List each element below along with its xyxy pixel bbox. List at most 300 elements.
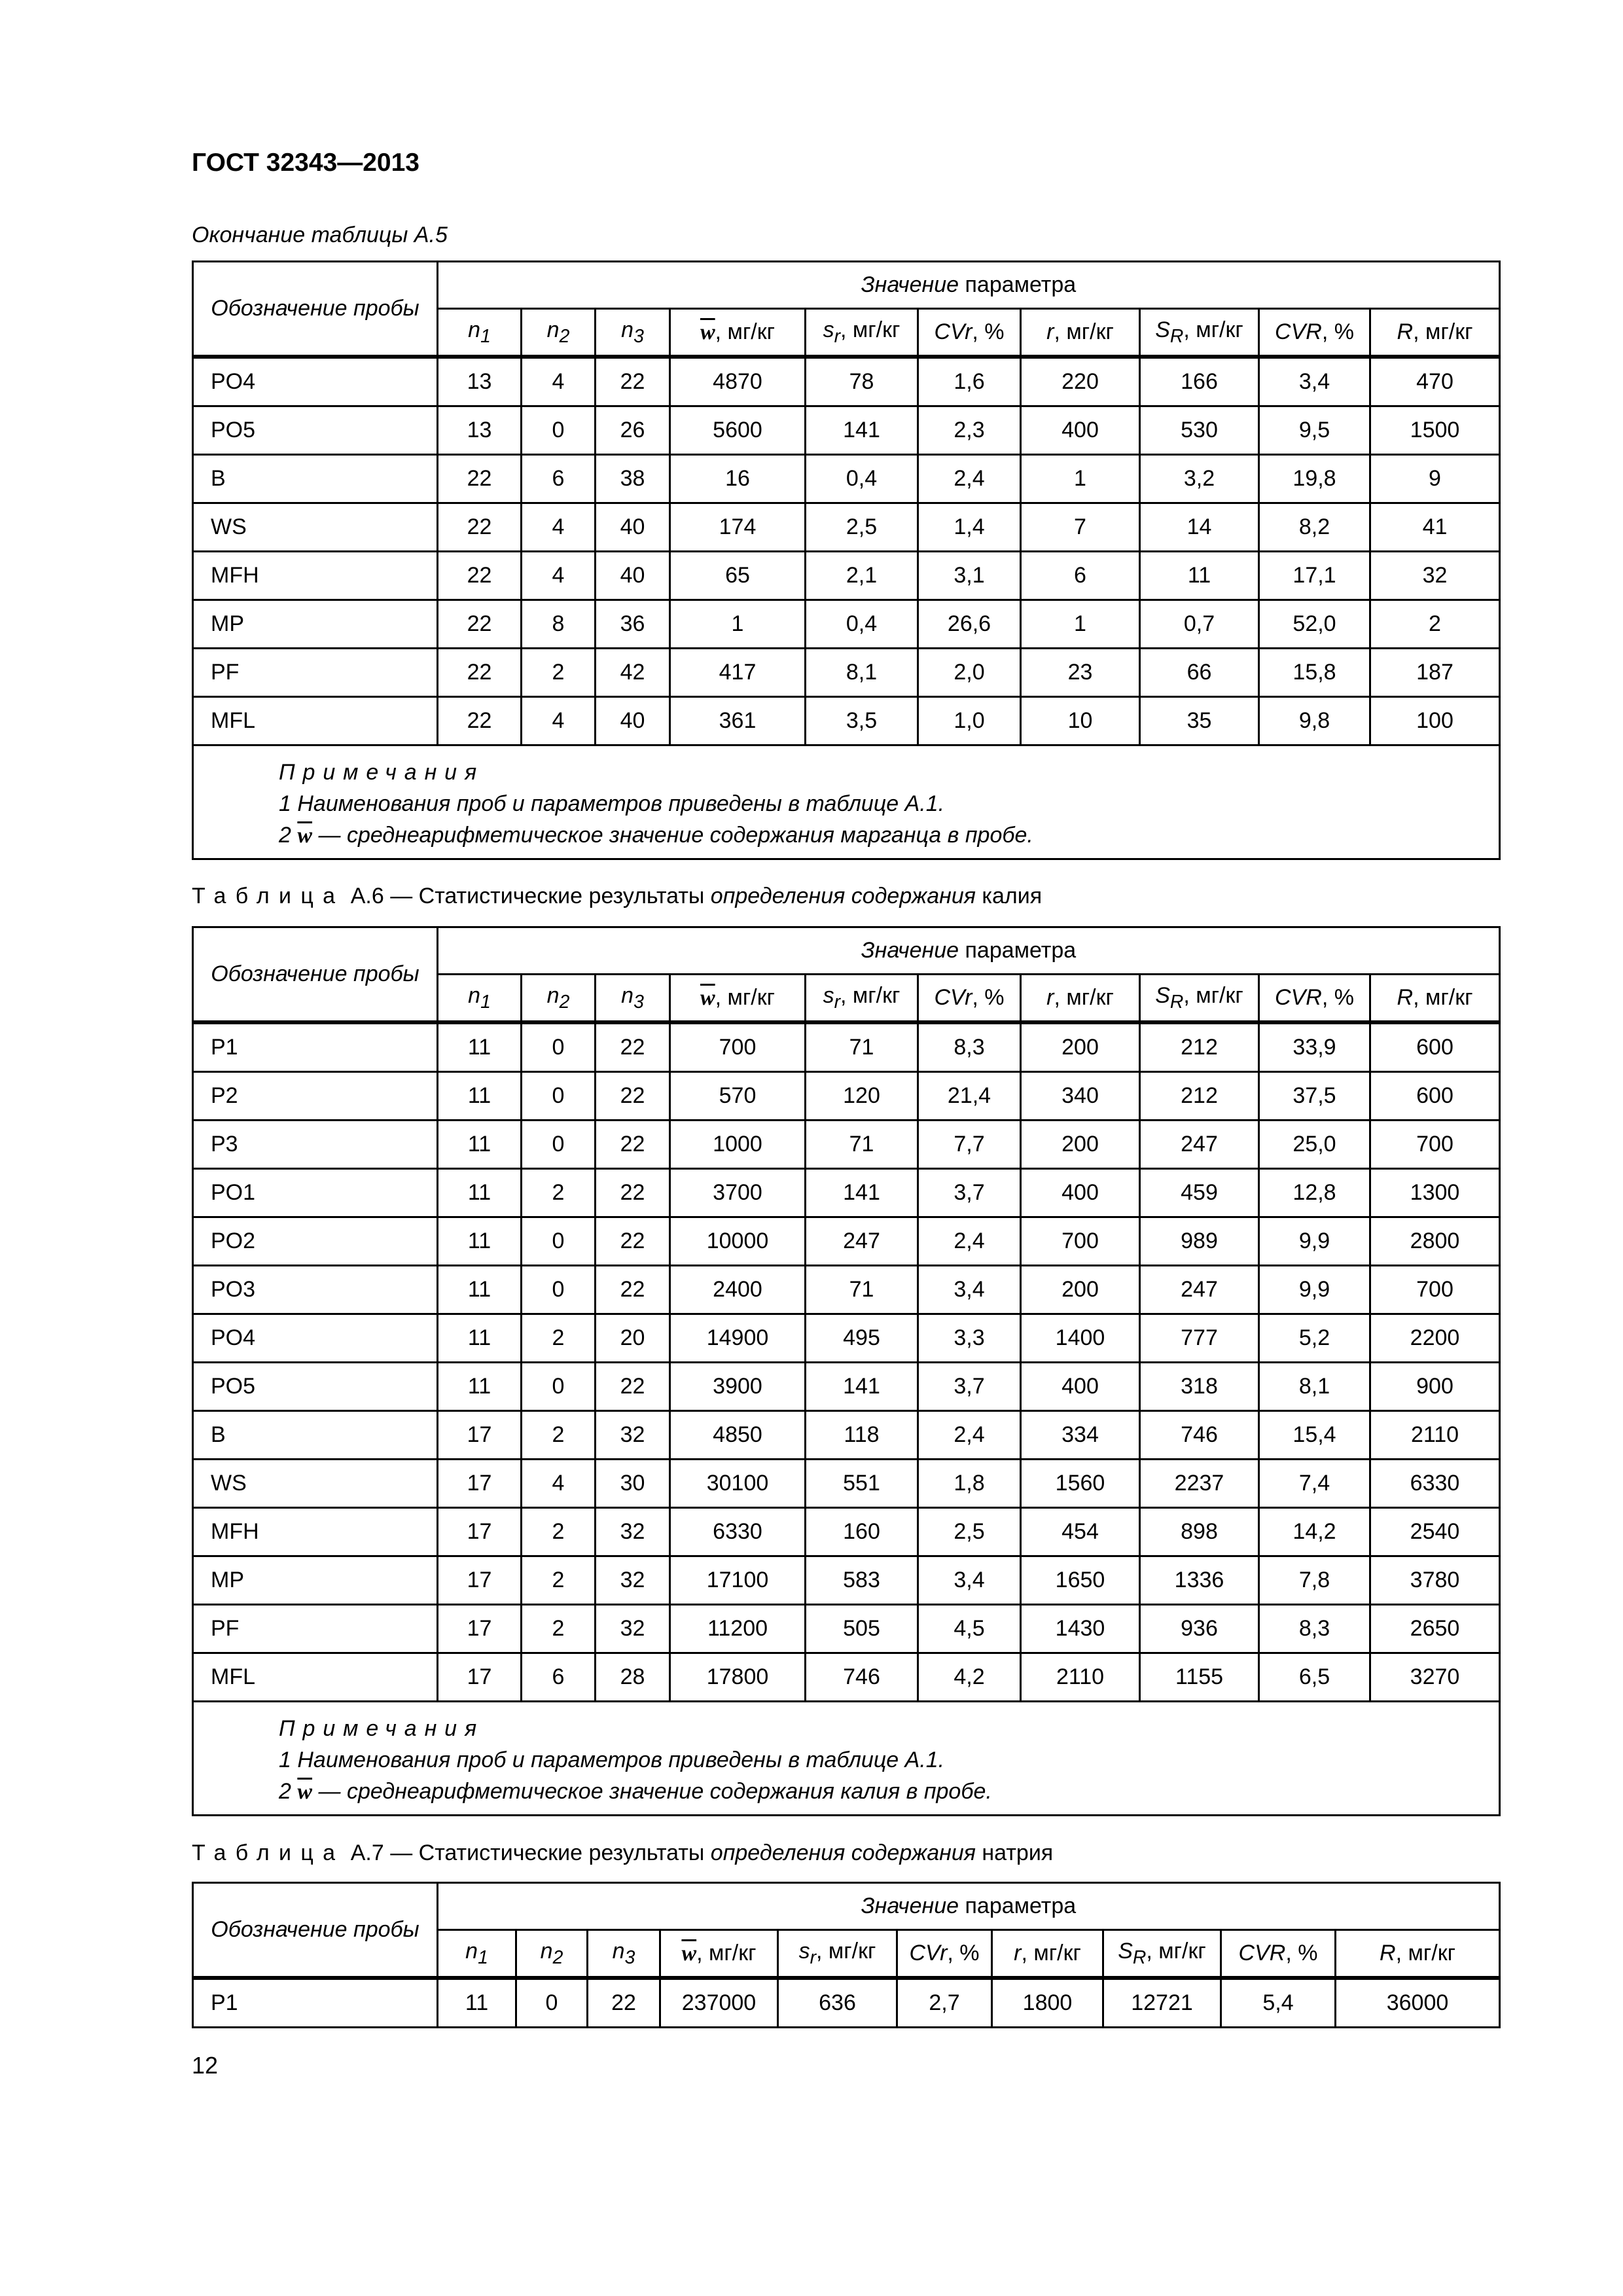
group-header-rest: параметра — [959, 1893, 1077, 1918]
note-2 — [279, 1776, 1499, 1808]
value-cell: 22 — [438, 697, 522, 745]
value-cell: 2237 — [1140, 1460, 1259, 1508]
value-cell: 3,5 — [806, 697, 918, 745]
table-row — [193, 1653, 1500, 1702]
value-cell: 3700 — [670, 1169, 806, 1217]
value-cell: 2650 — [1370, 1605, 1500, 1653]
tableA5-param-header — [1259, 309, 1370, 357]
value-cell: 247 — [1140, 1266, 1259, 1314]
param-header-part: $\overline{w}$ — [681, 1941, 697, 1965]
table-a6-caption — [192, 884, 1042, 909]
value-cell: 495 — [806, 1314, 918, 1363]
param-header-part: , мг/кг — [1146, 1938, 1206, 1964]
value-cell: 3900 — [670, 1363, 806, 1411]
value-cell: 0 — [516, 1978, 588, 2028]
param-header-part: 3 — [633, 991, 644, 1013]
value-cell: 15,4 — [1259, 1411, 1370, 1460]
value-cell: 212 — [1140, 1022, 1259, 1072]
value-cell: 2,3 — [918, 406, 1021, 455]
value-cell: 470 — [1370, 357, 1500, 406]
value-cell: 17100 — [670, 1556, 806, 1605]
value-cell: 1,0 — [918, 697, 1021, 745]
value-cell: 2 — [522, 1169, 596, 1217]
value-cell: 600 — [1370, 1072, 1500, 1121]
table-a7 — [192, 1882, 1501, 2028]
value-cell: 200 — [1021, 1022, 1140, 1072]
value-cell: 17,1 — [1259, 552, 1370, 600]
value-cell: 14,2 — [1259, 1508, 1370, 1556]
param-header-part: 3 — [633, 325, 644, 347]
value-cell: 28 — [596, 1653, 670, 1702]
param-header-part: CVR — [1275, 985, 1322, 1010]
value-cell: 36 — [596, 600, 670, 649]
value-cell: 0 — [522, 1266, 596, 1314]
param-header-part: S — [1155, 317, 1170, 342]
sample-name-cell: PO5 — [193, 406, 438, 455]
value-cell: 1500 — [1370, 406, 1500, 455]
sample-name-cell: PO3 — [193, 1266, 438, 1314]
note-1: 1 Наименования проб и параметров приведены в таблице А.1. — [279, 1748, 945, 1772]
value-cell: 340 — [1021, 1072, 1140, 1121]
sample-name-cell: MP — [193, 600, 438, 649]
notes-title: Примечания — [279, 760, 485, 785]
group-header-italic: Значение — [861, 1893, 959, 1918]
value-cell: 12721 — [1103, 1978, 1221, 2028]
value-cell: 2 — [1370, 600, 1500, 649]
table-row — [193, 1411, 1500, 1460]
tableA6-param-header — [438, 975, 522, 1023]
param-header-part: , мг/кг — [1413, 319, 1473, 344]
page-number: 12 — [192, 2052, 219, 2079]
value-cell: 2 — [522, 1556, 596, 1605]
sample-name-cell: PO5 — [193, 1363, 438, 1411]
value-cell: 2 — [522, 1411, 596, 1460]
note-2-symbol: $\overline{w}$ — [297, 823, 313, 848]
table-a7-title-b: определения содержания — [710, 1840, 976, 1865]
param-header-part: n — [540, 1938, 553, 1964]
tableA6-param-header — [1259, 975, 1370, 1023]
table-notes — [193, 1702, 1500, 1816]
sample-name-cell: PO4 — [193, 357, 438, 406]
value-cell: 22 — [438, 455, 522, 503]
sample-name-cell: B — [193, 1411, 438, 1460]
tableA5-param-header — [438, 309, 522, 357]
value-cell: 361 — [670, 697, 806, 745]
value-cell: 8,3 — [918, 1022, 1021, 1072]
table-row — [193, 1363, 1500, 1411]
tableA6-param-header — [1140, 975, 1259, 1023]
value-cell: 4 — [522, 697, 596, 745]
param-header-part: 1 — [478, 1946, 488, 1968]
param-header-part: 2 — [559, 325, 570, 347]
value-cell: 21,4 — [918, 1072, 1021, 1121]
value-cell: 1,4 — [918, 503, 1021, 552]
sample-name-cell: MFL — [193, 1653, 438, 1702]
param-header-part: , мг/кг — [696, 1941, 757, 1965]
value-cell: 1000 — [670, 1121, 806, 1169]
value-cell: 3,3 — [918, 1314, 1021, 1363]
value-cell: 700 — [1370, 1121, 1500, 1169]
param-header-part: r — [834, 325, 841, 347]
param-header-part: , % — [972, 319, 1005, 344]
note-1: 1 Наименования проб и параметров приведены в таблице А.1. — [279, 791, 945, 816]
value-cell: 2 — [522, 1314, 596, 1363]
sample-name-cell: P3 — [193, 1121, 438, 1169]
value-cell: 42 — [596, 649, 670, 697]
value-cell: 1800 — [992, 1978, 1103, 2028]
param-header-part: , мг/кг — [1413, 985, 1473, 1010]
param-header-part: s — [823, 982, 834, 1008]
value-cell: 5,2 — [1259, 1314, 1370, 1363]
value-cell: 0 — [522, 1217, 596, 1266]
value-cell: 22 — [596, 1217, 670, 1266]
sample-name-cell: MP — [193, 1556, 438, 1605]
param-header-part: n — [621, 982, 634, 1008]
tableA7-col-sample — [193, 1883, 438, 1979]
value-cell: 898 — [1140, 1508, 1259, 1556]
param-header-part: 2 — [552, 1946, 563, 1968]
param-header-part: r — [810, 1946, 817, 1968]
value-cell: 71 — [806, 1022, 918, 1072]
param-header-part: 1 — [480, 991, 491, 1013]
value-cell: 32 — [596, 1605, 670, 1653]
value-cell: 65 — [670, 552, 806, 600]
value-cell: 32 — [596, 1556, 670, 1605]
value-cell: 9 — [1370, 455, 1500, 503]
param-header-part: 3 — [624, 1946, 635, 1968]
value-cell: 1650 — [1021, 1556, 1140, 1605]
value-cell: 200 — [1021, 1266, 1140, 1314]
value-cell: 4870 — [670, 357, 806, 406]
param-header-part: 1 — [480, 325, 491, 347]
param-header-part: , мг/кг — [816, 1938, 876, 1964]
value-cell: 6330 — [670, 1508, 806, 1556]
value-cell: 66 — [1140, 649, 1259, 697]
param-header-part: n — [468, 317, 481, 342]
tableA5-param-header — [918, 309, 1021, 357]
param-header-part: , мг/кг — [840, 317, 901, 342]
value-cell: 505 — [806, 1605, 918, 1653]
group-header-italic: Значение — [861, 938, 959, 963]
value-cell: 15,8 — [1259, 649, 1370, 697]
tableA7-param-header — [516, 1930, 588, 1979]
value-cell: 22 — [596, 357, 670, 406]
sample-name-cell: PO1 — [193, 1169, 438, 1217]
sample-name-cell: P1 — [193, 1022, 438, 1072]
table-row — [193, 697, 1500, 745]
value-cell: 636 — [778, 1978, 897, 2028]
value-cell: 400 — [1021, 1363, 1140, 1411]
value-cell: 19,8 — [1259, 455, 1370, 503]
value-cell: 746 — [806, 1653, 918, 1702]
value-cell: 2,7 — [897, 1978, 992, 2028]
note-2-text: — среднеарифметическое значение содержания калия в пробе. — [312, 1779, 992, 1804]
table-row — [193, 357, 1500, 406]
tableA6-param-header — [918, 975, 1021, 1023]
value-cell: 4 — [522, 1460, 596, 1508]
value-cell: 32 — [596, 1508, 670, 1556]
value-cell: 0 — [522, 1363, 596, 1411]
param-header-part: $\overline{w}$ — [700, 986, 715, 1010]
notes-title: Примечания — [279, 1716, 485, 1741]
value-cell: 334 — [1021, 1411, 1140, 1460]
note-2-symbol: $\overline{w}$ — [297, 1780, 313, 1804]
value-cell: 8,3 — [1259, 1605, 1370, 1653]
table-row — [193, 1022, 1500, 1072]
value-cell: 1,8 — [918, 1460, 1021, 1508]
value-cell: 40 — [596, 552, 670, 600]
value-cell: 141 — [806, 1169, 918, 1217]
value-cell: 33,9 — [1259, 1022, 1370, 1072]
value-cell: 1430 — [1021, 1605, 1140, 1653]
tableA5-header-row — [193, 262, 1500, 309]
value-cell: 13 — [438, 357, 522, 406]
value-cell: 2800 — [1370, 1217, 1500, 1266]
param-header-part: r — [834, 991, 841, 1013]
param-header-part: , % — [1285, 1941, 1318, 1965]
param-header-part: n — [621, 317, 634, 342]
value-cell: 583 — [806, 1556, 918, 1605]
value-cell: 2110 — [1370, 1411, 1500, 1460]
table-a6-body — [193, 927, 1500, 1816]
param-header-part: s — [823, 317, 834, 342]
table-row — [193, 649, 1500, 697]
tableA6-param-header — [670, 975, 806, 1023]
group-header-rest: параметра — [959, 938, 1077, 963]
value-cell: 11 — [438, 1266, 522, 1314]
tableA5-param-header — [596, 309, 670, 357]
value-cell: 247 — [1140, 1121, 1259, 1169]
tableA7-col-group — [438, 1883, 1500, 1930]
value-cell: 551 — [806, 1460, 918, 1508]
table-a5-caption — [192, 223, 448, 248]
value-cell: 22 — [596, 1121, 670, 1169]
value-cell: 4 — [522, 357, 596, 406]
value-cell: 23 — [1021, 649, 1140, 697]
value-cell: 40 — [596, 697, 670, 745]
table-a6-title-b: определения содержания — [710, 884, 976, 908]
value-cell: 2,4 — [918, 1217, 1021, 1266]
sample-name-cell: MFH — [193, 1508, 438, 1556]
value-cell: 1400 — [1021, 1314, 1140, 1363]
value-cell: 5,4 — [1221, 1978, 1336, 2028]
value-cell: 187 — [1370, 649, 1500, 697]
value-cell: 11 — [438, 1072, 522, 1121]
value-cell: 237000 — [660, 1978, 778, 2028]
table-a6-title-a: А.6 — Статистические результаты — [344, 884, 711, 908]
value-cell: 700 — [670, 1022, 806, 1072]
value-cell: 2,4 — [918, 455, 1021, 503]
value-cell: 7,4 — [1259, 1460, 1370, 1508]
value-cell: 22 — [438, 552, 522, 600]
value-cell: 22 — [588, 1978, 660, 2028]
param-header-part: , мг/кг — [1395, 1941, 1455, 1965]
note-2-number: 2 — [279, 1779, 298, 1804]
tableA7-param-header — [992, 1930, 1103, 1979]
sample-name-cell: PF — [193, 649, 438, 697]
value-cell: 8,2 — [1259, 503, 1370, 552]
value-cell: 32 — [596, 1411, 670, 1460]
value-cell: 459 — [1140, 1169, 1259, 1217]
table-row — [193, 1978, 1500, 2028]
value-cell: 1560 — [1021, 1460, 1140, 1508]
table-row — [193, 1169, 1500, 1217]
value-cell: 3,7 — [918, 1363, 1021, 1411]
table-a7-label: Таблица — [192, 1840, 345, 1865]
tableA7-param-header — [778, 1930, 897, 1979]
value-cell: 22 — [438, 600, 522, 649]
table-row — [193, 1217, 1500, 1266]
group-header-italic: Значение — [861, 272, 959, 297]
value-cell: 0,4 — [806, 455, 918, 503]
value-cell: 936 — [1140, 1605, 1259, 1653]
param-header-part: , % — [972, 985, 1005, 1010]
sample-name-cell: P2 — [193, 1072, 438, 1121]
table-a7-caption — [192, 1840, 1053, 1866]
value-cell: 30100 — [670, 1460, 806, 1508]
value-cell: 22 — [596, 1363, 670, 1411]
param-header-part: r — [1014, 1941, 1022, 1965]
value-cell: 0,4 — [806, 600, 918, 649]
value-cell: 0 — [522, 406, 596, 455]
value-cell: 6 — [522, 455, 596, 503]
tableA6-param-header — [596, 975, 670, 1023]
value-cell: 7 — [1021, 503, 1140, 552]
sample-name-cell: MFH — [193, 552, 438, 600]
tableA7-param-header — [438, 1930, 516, 1979]
tableA6-header-row — [193, 927, 1500, 975]
tableA5-col-sample — [193, 262, 438, 357]
value-cell: 25,0 — [1259, 1121, 1370, 1169]
value-cell: 454 — [1021, 1508, 1140, 1556]
table-a6-label: Таблица — [192, 884, 345, 908]
value-cell: 0 — [522, 1022, 596, 1072]
param-header-part: , мг/кг — [715, 319, 776, 344]
table-a6-title-c: калия — [975, 884, 1043, 908]
table-a7-title-a: А.7 — Статистические результаты — [344, 1840, 711, 1865]
value-cell: 1155 — [1140, 1653, 1259, 1702]
param-header-part: , мг/кг — [1183, 982, 1243, 1008]
param-header-part: CVr — [934, 319, 972, 344]
value-cell: 6330 — [1370, 1460, 1500, 1508]
param-header-part: CVR — [1275, 319, 1322, 344]
value-cell: 3,7 — [918, 1169, 1021, 1217]
note-2 — [279, 819, 1499, 852]
param-header-part: R — [1397, 319, 1414, 344]
table-a5 — [192, 260, 1501, 860]
value-cell: 22 — [596, 1072, 670, 1121]
value-cell: 2,4 — [918, 1411, 1021, 1460]
value-cell: 40 — [596, 503, 670, 552]
param-header-part: R — [1132, 1946, 1147, 1968]
value-cell: 4,2 — [918, 1653, 1021, 1702]
tableA5-col-group — [438, 262, 1500, 309]
tableA6-col-group — [438, 927, 1500, 975]
table-row — [193, 406, 1500, 455]
param-header-part: s — [798, 1938, 810, 1964]
value-cell: 141 — [806, 406, 918, 455]
value-cell: 17 — [438, 1411, 522, 1460]
param-header-part: , % — [1321, 985, 1354, 1010]
param-header-part: n — [465, 1938, 478, 1964]
value-cell: 9,9 — [1259, 1266, 1370, 1314]
value-cell: 3270 — [1370, 1653, 1500, 1702]
sample-name-cell: P1 — [193, 1978, 438, 2028]
value-cell: 247 — [806, 1217, 918, 1266]
value-cell: 2400 — [670, 1266, 806, 1314]
value-cell: 2540 — [1370, 1508, 1500, 1556]
value-cell: 166 — [1140, 357, 1259, 406]
value-cell: 989 — [1140, 1217, 1259, 1266]
param-header-part: n — [612, 1938, 625, 1964]
param-header-part: S — [1155, 982, 1170, 1008]
value-cell: 118 — [806, 1411, 918, 1460]
value-cell: 4,5 — [918, 1605, 1021, 1653]
value-cell: 10000 — [670, 1217, 806, 1266]
value-cell: 37,5 — [1259, 1072, 1370, 1121]
value-cell: 600 — [1370, 1022, 1500, 1072]
table-row — [193, 1072, 1500, 1121]
value-cell: 0 — [522, 1072, 596, 1121]
param-header-part: n — [468, 982, 481, 1008]
value-cell: 2 — [522, 649, 596, 697]
param-header-part: R — [1380, 1941, 1396, 1965]
value-cell: 14900 — [670, 1314, 806, 1363]
tableA6-param-header — [522, 975, 596, 1023]
table-row — [193, 503, 1500, 552]
value-cell: 26,6 — [918, 600, 1021, 649]
value-cell: 20 — [596, 1314, 670, 1363]
value-cell: 6 — [522, 1653, 596, 1702]
sample-name-cell: WS — [193, 503, 438, 552]
value-cell: 700 — [1021, 1217, 1140, 1266]
value-cell: 3780 — [1370, 1556, 1500, 1605]
param-header-part: R — [1169, 325, 1184, 347]
tableA7-param-header — [897, 1930, 992, 1979]
value-cell: 3,1 — [918, 552, 1021, 600]
value-cell: 17 — [438, 1605, 522, 1653]
value-cell: 17 — [438, 1556, 522, 1605]
tableA5-param-header — [1140, 309, 1259, 357]
table-row — [193, 552, 1500, 600]
value-cell: 11 — [438, 1022, 522, 1072]
value-cell: 2,5 — [806, 503, 918, 552]
value-cell: 11 — [438, 1169, 522, 1217]
value-cell: 2110 — [1021, 1653, 1140, 1702]
value-cell: 100 — [1370, 697, 1500, 745]
value-cell: 160 — [806, 1508, 918, 1556]
value-cell: 3,4 — [1259, 357, 1370, 406]
sample-name-cell: PF — [193, 1605, 438, 1653]
table-row — [193, 455, 1500, 503]
value-cell: 3,4 — [918, 1266, 1021, 1314]
value-cell: 22 — [438, 649, 522, 697]
value-cell: 2 — [522, 1508, 596, 1556]
param-header-part: R — [1397, 985, 1414, 1010]
sample-name-cell: PO4 — [193, 1314, 438, 1363]
table-row — [193, 1556, 1500, 1605]
value-cell: 400 — [1021, 1169, 1140, 1217]
value-cell: 2 — [522, 1605, 596, 1653]
value-cell: 2,1 — [806, 552, 918, 600]
value-cell: 71 — [806, 1266, 918, 1314]
sample-name-cell: PO2 — [193, 1217, 438, 1266]
value-cell: 4 — [522, 552, 596, 600]
param-header-part: S — [1118, 1938, 1133, 1964]
table-notes — [193, 745, 1500, 859]
value-cell: 120 — [806, 1072, 918, 1121]
value-cell: 11 — [438, 1217, 522, 1266]
